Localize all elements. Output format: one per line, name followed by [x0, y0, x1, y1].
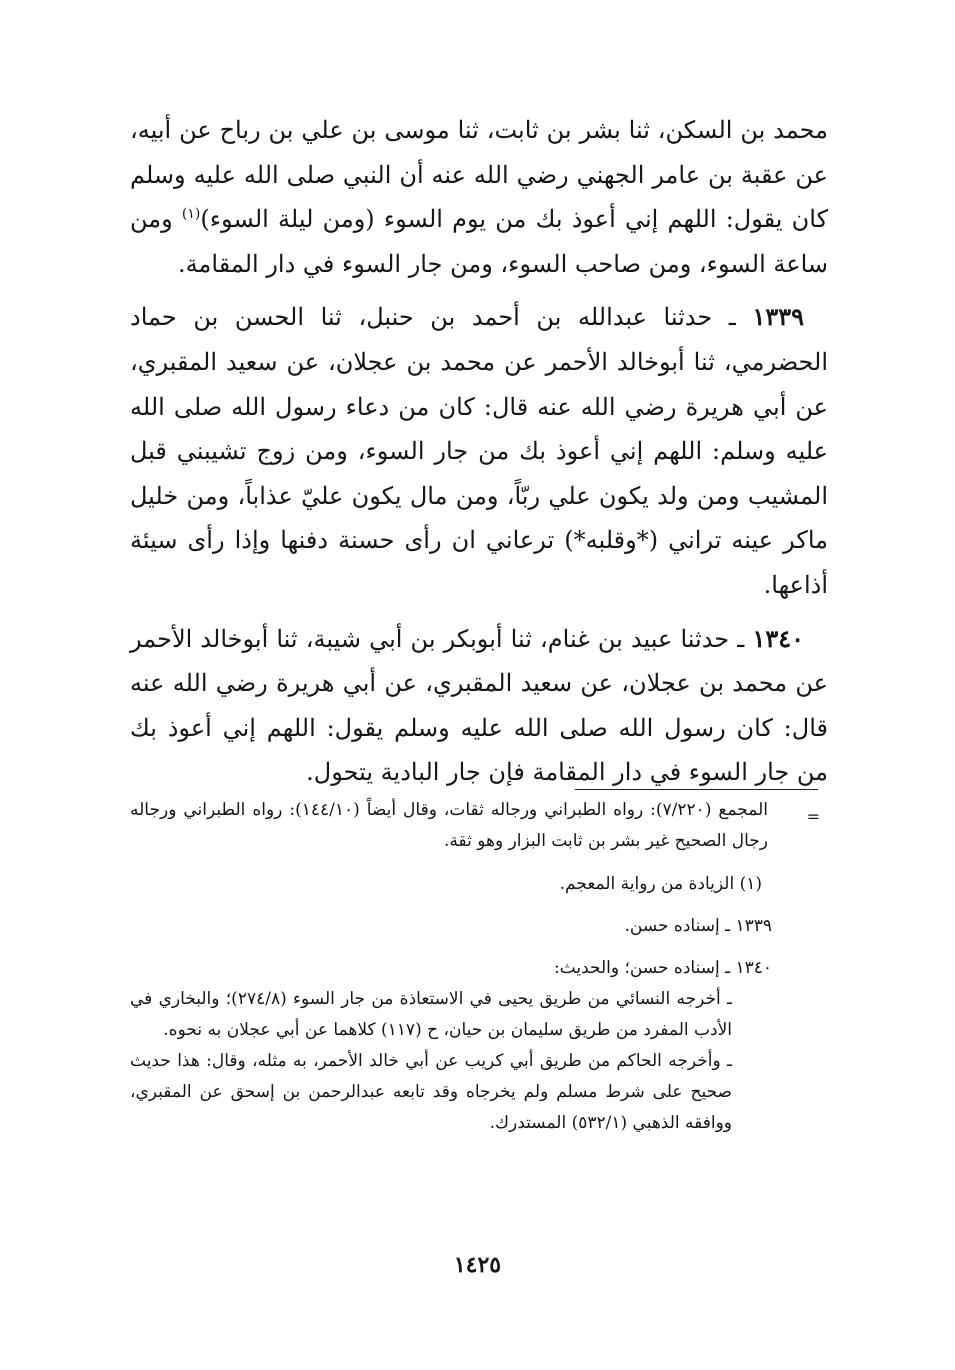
footnote-marker: (١)	[181, 206, 201, 223]
hadith-text: ـ حدثنا عبيد بن غنام، ثنا أبوبكر بن أبي شيبة، ثنا أبوخالد الأحمر عن محمد بن عجلان، عن سعيد المقبري، عن أبي هريرة رضي الله عنه قال: كان رسول الله صلى الله عليه وسلم يقول: اللهم إني أعوذ بك من جار السوء في دار المقامة فإن جار البادية يتحول.	[130, 624, 828, 787]
note-1340-item: ـ وأخرجه الحاكم من طريق أبي كريب عن أبي خالد الأحمر، به مثله، وقال: هذا حديث صحيح على شرط مسلم ولم يخرجاه وقد تابعه عبدالرحمن بن إسحق عن المقبري، ووافقه الذهبي (٥٣٢/١) المستدرك.	[130, 1051, 732, 1133]
hadith-1340	[130, 617, 828, 795]
continuation-mark: =	[806, 807, 820, 826]
page-number: ١٤٢٥	[453, 1252, 502, 1278]
hadith-text: ـ حدثنا عبدالله بن أحمد بن حنبل، ثنا الحسن بن حماد الحضرمي، ثنا أبوخالد الأحمر عن محمد بن عجلان، عن سعيد المقبري، عن أبي هريرة رضي الله عنه قال: كان من دعاء رسول الله صلى الله عليه وسلم: اللهم إني أعوذ بك من جار السوء، ومن زوج تشيبني قبل المشيب ومن ولد يكون علي ربّاً، ومن مال يكون عليّ عذاباً، ومن خليل ماكر عينه تراني (*وقلبه*) ترعاني ان رأى حسنة دفنها وإذا رأى سيئة أذاعها.	[130, 303, 828, 599]
paragraph-text: محمد بن السكن، ثنا بشر بن ثابت، ثنا موسى بن علي بن رباح عن أبيه، عن عقبة بن عامر الجهني رضي الله عنه أن النبي صلى الله عليه وسلم كان يقول: اللهم إني أعوذ بك من يوم السوء (ومن ليلة السوء)	[130, 116, 828, 234]
hadith-number: ١٣٣٩	[752, 302, 805, 332]
note-1339: ١٣٣٩ ـ إسناده حسن.	[624, 916, 772, 936]
footnote-separator	[575, 789, 818, 790]
main-text	[130, 108, 828, 804]
hadith-number: ١٣٤٠	[752, 623, 804, 653]
note-1340: ١٣٤٠ ـ إسناده حسن؛ والحديث:	[553, 958, 772, 978]
note-1340-item: ـ أخرجه النسائي من طريق يحيى في الاستعاذة من جار السوء (٢٧٤/٨)؛ والبخاري في الأدب المفرد من طريق سليمان بن حيان، ح (١١٧) كلاهما عن أبي عجلان به نحوه.	[130, 989, 732, 1040]
paragraph-text-tail: ومن ساعة السوء، ومن صاحب السوء، ومن جار السوء في دار المقامة.	[130, 205, 828, 278]
footnote-text: المجمع (٧/٢٢٠): رواه الطبراني ورجاله ثقات، وقال أيضاً (١٤٤/١٠): رواه الطبراني ورجاله رجال الصحيح غير بشر بن ثابت البزار وهو ثقة.	[130, 800, 768, 851]
hadith-1339	[130, 295, 828, 607]
footnote-1: (١) الزيادة من رواية المعجم.	[559, 874, 762, 894]
note-1340-details	[130, 984, 820, 1139]
footnotes	[130, 795, 820, 1139]
paragraph-continued-hadith	[130, 108, 828, 286]
footnote-continuation	[130, 795, 820, 857]
